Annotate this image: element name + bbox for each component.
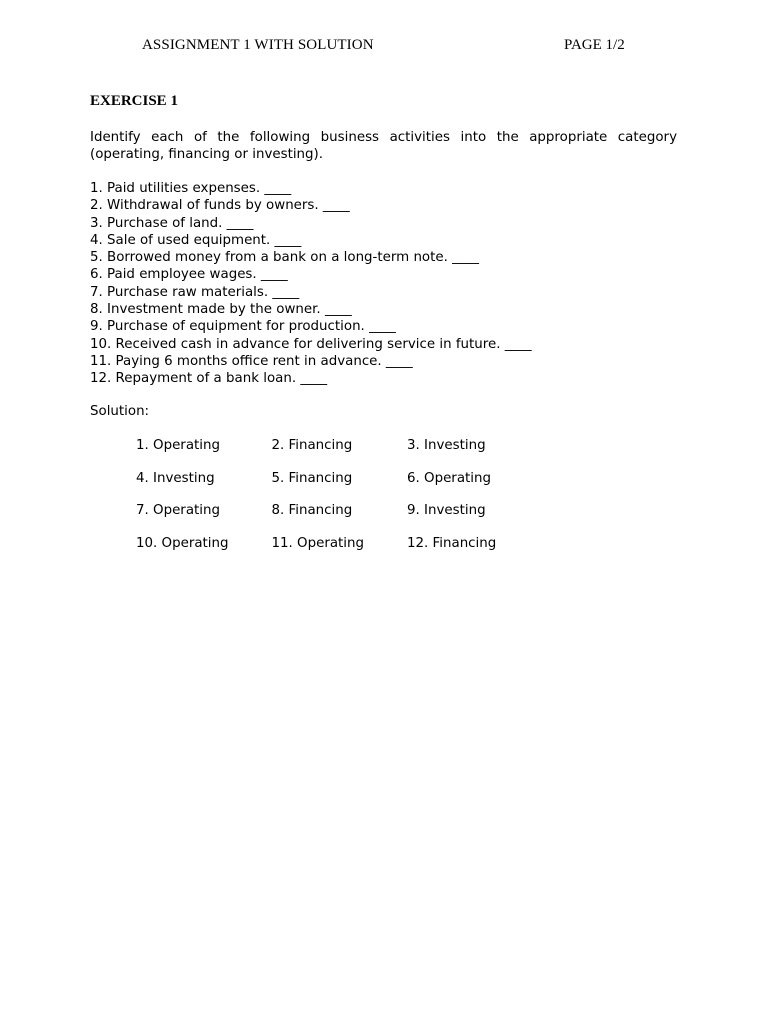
question-item: 9. Purchase of equipment for production. ____ bbox=[90, 319, 396, 335]
question-list bbox=[90, 180, 532, 388]
answer-item: 8. Financing bbox=[271, 503, 353, 519]
answer-item: 10. Operating bbox=[136, 536, 229, 552]
answer-item: 4. Investing bbox=[136, 470, 215, 486]
page-number: PAGE 1/2 bbox=[564, 37, 625, 53]
answer-item: 6. Operating bbox=[407, 470, 491, 486]
solution-row bbox=[136, 471, 543, 504]
answer-item: 12. Financing bbox=[407, 536, 497, 552]
exercise-title: EXERCISE 1 bbox=[90, 93, 178, 109]
question-item: 2. Withdrawal of funds by owners. ____ bbox=[90, 198, 350, 214]
question-item: 8. Investment made by the owner. ____ bbox=[90, 302, 352, 318]
answer-item: 7. Operating bbox=[136, 503, 220, 519]
solution-grid bbox=[136, 438, 543, 569]
answer-item: 9. Investing bbox=[407, 503, 486, 519]
solution-label: Solution: bbox=[90, 404, 150, 419]
solution-row bbox=[136, 503, 543, 536]
question-item: 11. Paying 6 months office rent in advance. ____ bbox=[90, 353, 413, 369]
answer-item: 5. Financing bbox=[271, 470, 353, 486]
answer-item: 1. Operating bbox=[136, 438, 220, 453]
question-item: 12. Repayment of a bank loan. ____ bbox=[90, 371, 328, 387]
answer-item: 2. Financing bbox=[271, 438, 353, 453]
header-title: ASSIGNMENT 1 WITH SOLUTION bbox=[142, 37, 374, 53]
question-item: 7. Purchase raw materials. ____ bbox=[90, 284, 300, 300]
exercise-instructions: Identify each of the following business activities into the appropriate category (operating, financing or investing). bbox=[90, 130, 677, 162]
answer-item: 3. Investing bbox=[407, 438, 486, 453]
question-item: 3. Purchase of land. ____ bbox=[90, 215, 254, 231]
solution-row bbox=[136, 536, 543, 569]
answer-item: 11. Operating bbox=[271, 536, 364, 552]
question-item: 5. Borrowed money from a bank on a long-term note. ____ bbox=[90, 250, 479, 266]
question-item: 4. Sale of used equipment. ____ bbox=[90, 232, 302, 248]
question-item: 6. Paid employee wages. ____ bbox=[90, 267, 288, 283]
question-item: 10. Received cash in advance for delivering service in future. ____ bbox=[90, 336, 532, 352]
solution-row bbox=[136, 438, 543, 471]
question-item: 1. Paid utilities expenses. ____ bbox=[90, 181, 292, 196]
